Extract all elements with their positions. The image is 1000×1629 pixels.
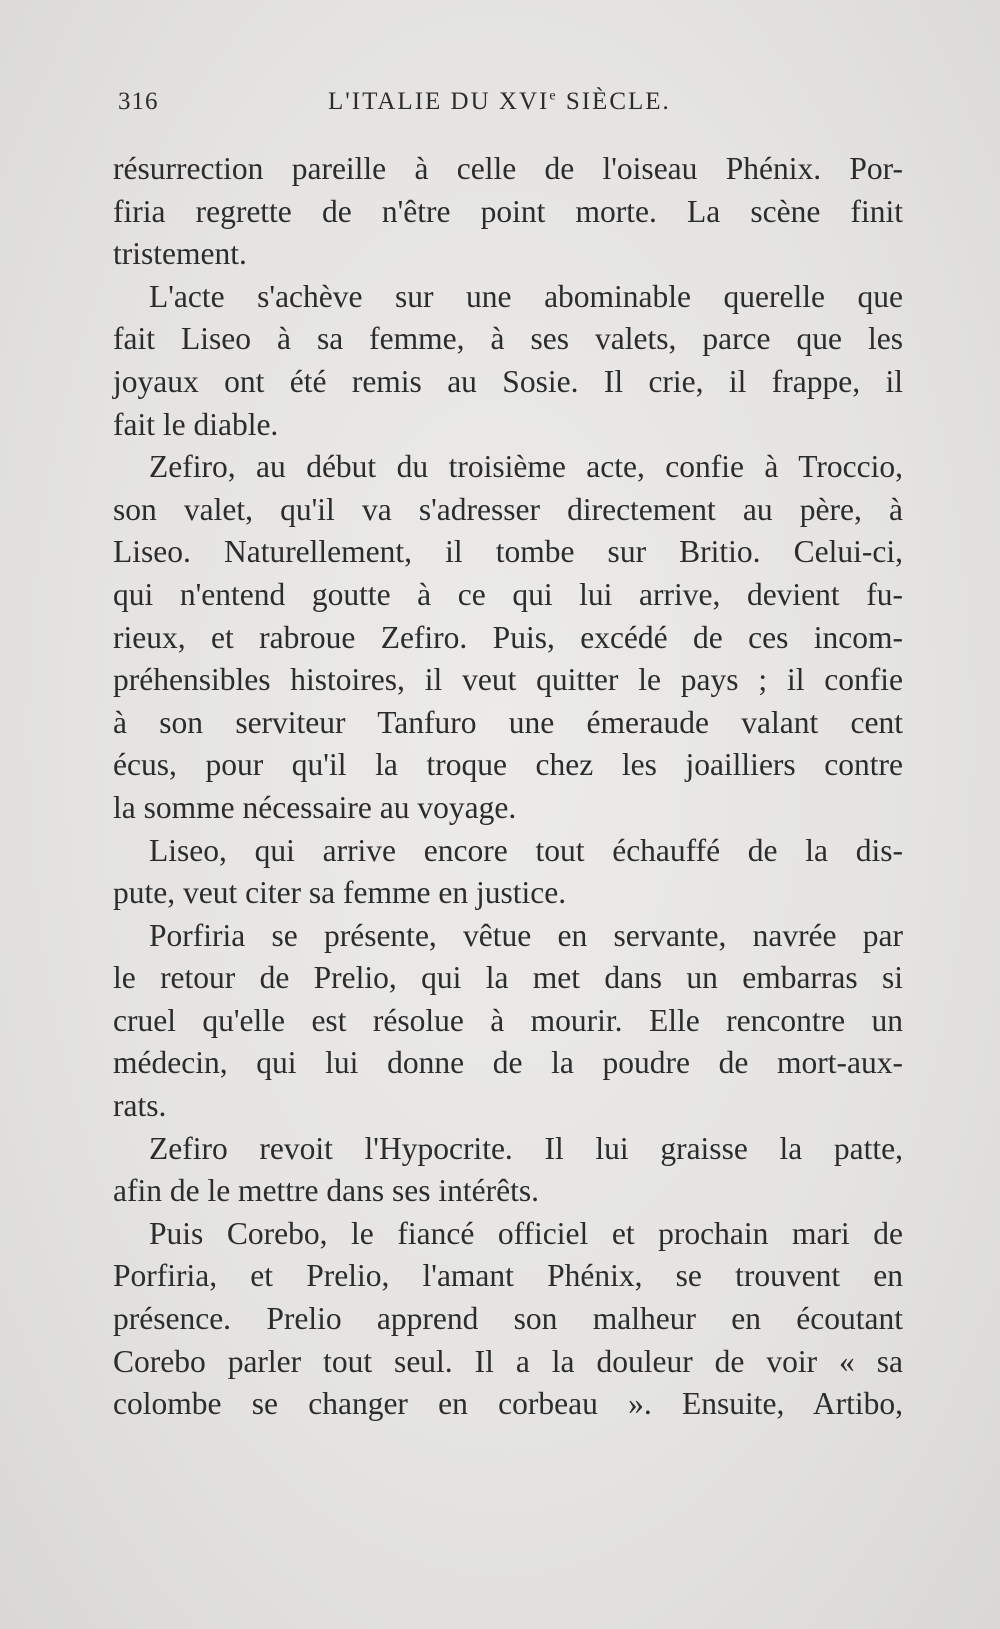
running-title-superscript: e — [549, 88, 558, 104]
running-title-end: SIÈCLE. — [557, 88, 671, 115]
text-line: rats. — [113, 1088, 167, 1124]
text-line: colombe se changer en corbeau ». Ensuite, Artibo, — [113, 1386, 903, 1422]
text-line: fait le diable. — [113, 406, 279, 442]
text-line: à son serviteur Tanfuro une émeraude valant cent — [113, 704, 903, 740]
text-line: pute, veut citer sa femme en justice. — [113, 875, 567, 911]
text-line: présence. Prelio apprend son malheur en écoutant — [113, 1301, 903, 1337]
text-line: fait Liseo à sa femme, à ses valets, parce que les — [113, 321, 903, 357]
text-line: firia regrette de n'être point morte. La scène finit — [113, 193, 903, 229]
text-line: Puis Corebo, le fiancé officiel et prochain mari de — [149, 1215, 903, 1251]
text-line: rieux, et rabroue Zefiro. Puis, excédé de ces incom- — [113, 619, 903, 655]
text-line: Liseo. Naturellement, il tombe sur Britio. Celui-ci, — [113, 534, 903, 570]
text-line: médecin, qui lui donne de la poudre de mort-aux- — [113, 1045, 903, 1081]
text-line: qui n'entend goutte à ce qui lui arrive, devient fu- — [113, 576, 903, 612]
text-line: Zefiro revoit l'Hypocrite. Il lui graisse la patte, — [149, 1130, 903, 1166]
text-line: afin de le mettre dans ses intérêts. — [113, 1173, 539, 1209]
text-line: résurrection pareille à celle de l'oiseau Phénix. Por- — [113, 151, 903, 186]
text-line: écus, pour qu'il la troque chez les joailliers contre — [113, 747, 903, 783]
text-line: cruel qu'elle est résolue à mourir. Elle rencontre un — [113, 1002, 903, 1038]
running-header — [118, 88, 908, 124]
text-line: tristement. — [113, 236, 247, 272]
running-title-main: L'ITALIE DU XVI — [328, 88, 550, 115]
text-line: Liseo, qui arrive encore tout échauffé de la dis- — [149, 832, 903, 868]
text-line: Porfiria, et Prelio, l'amant Phénix, se trouvent en — [113, 1258, 903, 1294]
text-line: son valet, qu'il va s'adresser directement au père, à — [113, 491, 903, 527]
text-line: L'acte s'achève sur une abominable querelle que — [149, 278, 903, 314]
text-line: la somme nécessaire au voyage. — [113, 789, 517, 825]
text-line: Zefiro, au début du troisième acte, confie à Troccio, — [149, 449, 903, 485]
text-line: Porfiria se présente, vêtue en servante, navrée par — [149, 917, 903, 953]
running-title — [328, 88, 671, 116]
body-text — [113, 148, 903, 1426]
page-number: 316 — [118, 88, 159, 115]
text-line: le retour de Prelio, qui la met dans un embarras si — [113, 960, 903, 996]
text-line: préhensibles histoires, il veut quitter le pays ; il confie — [113, 662, 903, 698]
text-line: Corebo parler tout seul. Il a la douleur de voir « sa — [113, 1343, 903, 1379]
text-line: joyaux ont été remis au Sosie. Il crie, il frappe, il — [113, 363, 903, 399]
